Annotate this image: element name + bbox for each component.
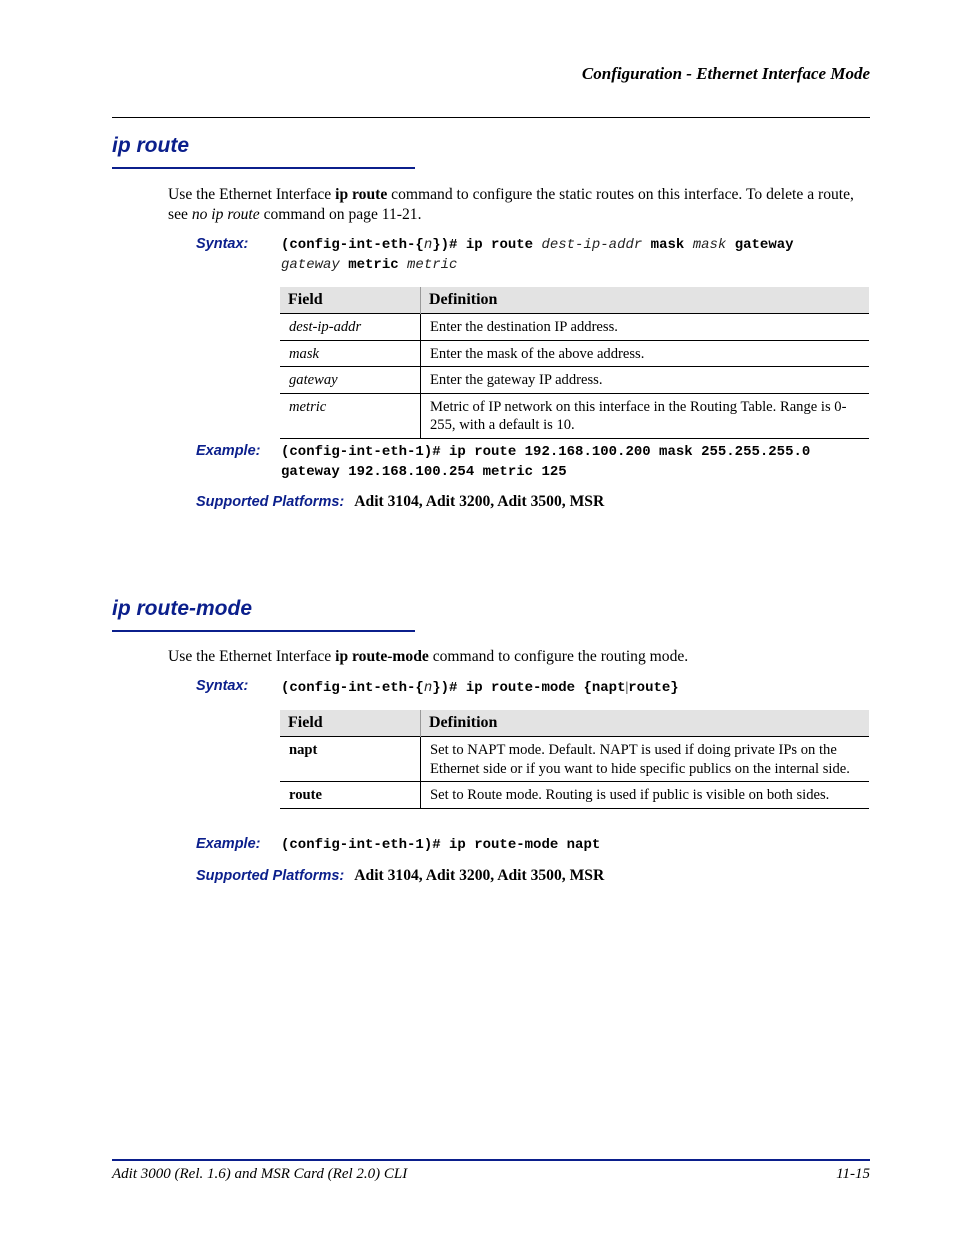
supported-platforms-label xyxy=(196,493,604,511)
section-title-underline xyxy=(112,167,415,169)
table-header-definition: Definition xyxy=(421,710,870,737)
syntax-label: Syntax: xyxy=(196,236,249,252)
code-separator: | xyxy=(625,680,629,695)
platforms-list: Adit 3104, Adit 3200, Adit 3500, MSR xyxy=(354,867,605,884)
platforms-list: Adit 3104, Adit 3200, Adit 3500, MSR xyxy=(354,493,605,510)
section-intro xyxy=(168,185,870,225)
page-number: 11-15 xyxy=(836,1166,870,1182)
table-cell-definition: Metric of IP network on this interface in the Routing Table. Range is 0-255, with a default is 10. xyxy=(421,393,870,438)
intro-reference: no ip route xyxy=(191,206,260,223)
table-cell-field: route xyxy=(280,782,421,809)
intro-command: ip route-mode xyxy=(335,648,429,665)
intro-text: command on page 11-21. xyxy=(259,206,422,223)
code-part: })# ip route xyxy=(432,237,542,253)
code-part: (config-int-eth-{ xyxy=(281,680,424,696)
code-part: route} xyxy=(628,680,679,696)
code-part: })# ip route-mode {napt xyxy=(432,680,626,696)
field-definition-table xyxy=(280,710,869,809)
intro-text: Use the Ethernet Interface xyxy=(168,648,336,665)
header-rule xyxy=(112,117,870,118)
table-row xyxy=(280,737,869,782)
syntax-label: Syntax: xyxy=(196,678,249,694)
table-row xyxy=(280,314,869,341)
section-title-underline xyxy=(112,630,415,632)
example-label: Example: xyxy=(196,836,261,852)
code-part: metric xyxy=(339,256,408,273)
footer-title: Adit 3000 (Rel. 1.6) and MSR Card (Rel 2.0) CLI xyxy=(112,1166,408,1182)
code-part: mask xyxy=(642,237,693,253)
section-intro xyxy=(168,647,870,667)
syntax-code xyxy=(281,236,871,275)
code-arg: mask xyxy=(692,237,727,253)
code-arg: n xyxy=(423,680,433,696)
code-part: gateway xyxy=(726,237,794,253)
example-line: (config-int-eth-1)# ip route-mode napt xyxy=(281,837,601,853)
table-cell-field: mask xyxy=(280,340,421,367)
supported-platforms-label xyxy=(196,867,604,885)
section-title-ip-route-mode: ip route-mode xyxy=(112,597,252,620)
code-arg: metric xyxy=(407,256,458,273)
table-cell-definition: Enter the mask of the above address. xyxy=(421,340,870,367)
table-cell-field: metric xyxy=(280,393,421,438)
code-arg: n xyxy=(423,237,433,253)
table-cell-definition: Enter the destination IP address. xyxy=(421,314,870,341)
table-header-definition: Definition xyxy=(421,287,870,314)
code-arg: dest-ip-addr xyxy=(541,237,643,253)
table-cell-field: gateway xyxy=(280,367,421,394)
syntax-code xyxy=(281,678,871,699)
example-line: (config-int-eth-1)# ip route 192.168.100.200 mask 255.255.255.0 xyxy=(281,444,811,460)
example-line: gateway 192.168.100.254 metric 125 xyxy=(281,463,567,480)
table-row xyxy=(280,340,869,367)
table-cell-field: dest-ip-addr xyxy=(280,314,421,341)
example-label: Example: xyxy=(196,443,261,459)
platforms-label-text: Supported Platforms: xyxy=(196,494,345,510)
table-header-field: Field xyxy=(280,710,421,737)
table-row xyxy=(280,367,869,394)
table-cell-definition: Set to Route mode. Routing is used if public is visible on both sides. xyxy=(421,782,870,809)
intro-text: Use the Ethernet Interface xyxy=(168,186,336,203)
table-cell-definition: Set to NAPT mode. Default. NAPT is used if doing private IPs on the Ethernet side or if you want to hide specific publics on the internal side. xyxy=(421,737,870,782)
field-definition-table xyxy=(280,287,869,439)
intro-text: command to configure the routing mode. xyxy=(428,648,689,665)
footer-rule xyxy=(112,1159,870,1161)
example-code xyxy=(281,443,871,482)
table-header-row xyxy=(280,710,869,737)
code-arg: gateway xyxy=(281,256,340,273)
table-row xyxy=(280,782,869,809)
intro-text: command to configure the static routes on this interface. To delete a route, see xyxy=(168,186,854,223)
table-cell-field: napt xyxy=(280,737,421,782)
table-cell-definition: Enter the gateway IP address. xyxy=(421,367,870,394)
example-code xyxy=(281,836,871,856)
code-part: (config-int-eth-{ xyxy=(281,237,424,253)
section-title-ip-route: ip route xyxy=(112,134,189,157)
table-row xyxy=(280,393,869,438)
platforms-label-text: Supported Platforms: xyxy=(196,868,345,884)
table-header-row xyxy=(280,287,869,314)
table-header-field: Field xyxy=(280,287,421,314)
intro-command: ip route xyxy=(335,186,388,203)
running-header: Configuration - Ethernet Interface Mode xyxy=(581,64,870,83)
